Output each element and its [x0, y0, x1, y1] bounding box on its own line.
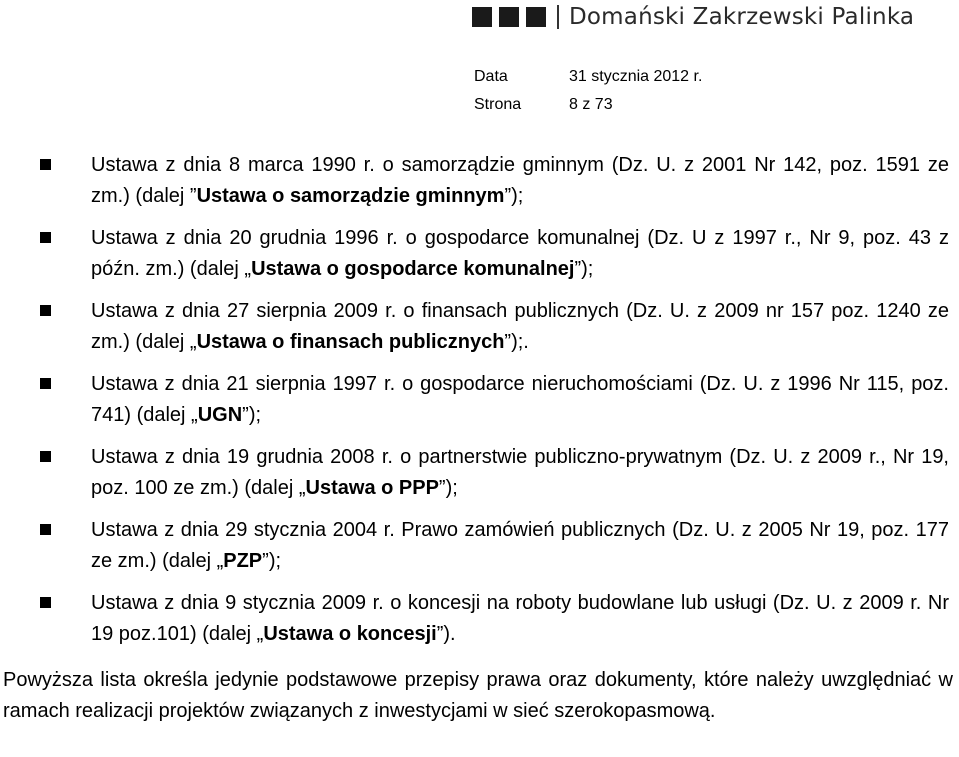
- list-item: [0, 296, 959, 358]
- act-short-name: Ustawa o finansach publicznych: [196, 331, 505, 353]
- bullet-icon: [40, 597, 51, 608]
- date-row: [474, 63, 702, 91]
- list-item: [0, 588, 959, 650]
- act-short-name: Ustawa o samorządzie gminnym: [196, 185, 505, 207]
- date-label: Data: [474, 68, 508, 85]
- page-value: 8 z 73: [569, 96, 613, 113]
- page-row: [474, 91, 702, 119]
- act-text-end: ”);: [262, 550, 282, 572]
- list-item: [0, 515, 959, 577]
- date-value: 31 stycznia 2012 r.: [569, 68, 703, 85]
- act-text-end: ”);: [242, 404, 262, 426]
- logo-divider: [557, 5, 559, 29]
- act-text: Ustawa z dnia 9 stycznia 2009 r. o koncesji na roboty budowlane lub usługi (Dz. U. z 2009 r. Nr 19 poz.101) (dalej „: [91, 592, 949, 645]
- act-text: Ustawa z dnia 20 grudnia 1996 r. o gospodarce komunalnej (Dz. U z 1997 r., Nr 9, poz. 43 z późn. zm.) (dalej „: [91, 227, 949, 280]
- page-label: Strona: [474, 96, 522, 113]
- logo-square-3: [526, 7, 546, 27]
- legal-acts-list: [0, 150, 959, 661]
- act-text: Ustawa z dnia 8 marca 1990 r. o samorządzie gminnym (Dz. U. z 2001 Nr 142, poz. 1591 ze zm.) (dalej ”: [91, 154, 949, 207]
- bullet-icon: [40, 451, 51, 462]
- act-short-name: Ustawa o gospodarce komunalnej: [251, 258, 575, 280]
- act-short-name: Ustawa o koncesji: [263, 623, 437, 645]
- act-short-name: UGN: [197, 404, 243, 426]
- firm-logo: [472, 2, 914, 32]
- act-text: Ustawa z dnia 29 stycznia 2004 r. Prawo zamówień publicznych (Dz. U. z 2005 Nr 19, poz. 177 ze zm.) (dalej „: [91, 519, 949, 572]
- list-item: [0, 150, 959, 212]
- firm-name: Domański Zakrzewski Palinka: [569, 4, 915, 30]
- logo-square-2: [499, 7, 519, 27]
- document-meta: [474, 63, 702, 119]
- act-text-end: ”);.: [504, 331, 529, 353]
- act-text: Ustawa z dnia 21 sierpnia 1997 r. o gospodarce nieruchomościami (Dz. U. z 1996 Nr 115, poz. 741) (dalej „: [91, 373, 949, 426]
- list-item: [0, 442, 959, 504]
- bullet-icon: [40, 305, 51, 316]
- bullet-icon: [40, 378, 51, 389]
- bullet-icon: [40, 524, 51, 535]
- act-text-end: ”);: [574, 258, 594, 280]
- act-short-name: Ustawa o PPP: [305, 477, 439, 499]
- list-item: [0, 223, 959, 285]
- act-text-end: ”);: [438, 477, 458, 499]
- act-short-name: PZP: [223, 550, 263, 572]
- act-text-end: ”).: [436, 623, 456, 645]
- logo-square-1: [472, 7, 492, 27]
- act-text-end: ”);: [504, 185, 524, 207]
- act-text: Ustawa z dnia 19 grudnia 2008 r. o partnerstwie publiczno-prywatnym (Dz. U. z 2009 r., Nr 19, poz. 100 ze zm.) (dalej „: [91, 446, 949, 499]
- bullet-icon: [40, 159, 51, 170]
- bullet-icon: [40, 232, 51, 243]
- act-text: Ustawa z dnia 27 sierpnia 2009 r. o finansach publicznych (Dz. U. z 2009 nr 157 poz. 1240 ze zm.) (dalej „: [91, 300, 949, 353]
- summary-paragraph: Powyższa lista określa jedynie podstawowe przepisy prawa oraz dokumenty, które należy uwzględniać w ramach realizacji projektów związanych z inwestycjami w sieć szerokopasmową.: [3, 669, 953, 722]
- list-item: [0, 369, 959, 431]
